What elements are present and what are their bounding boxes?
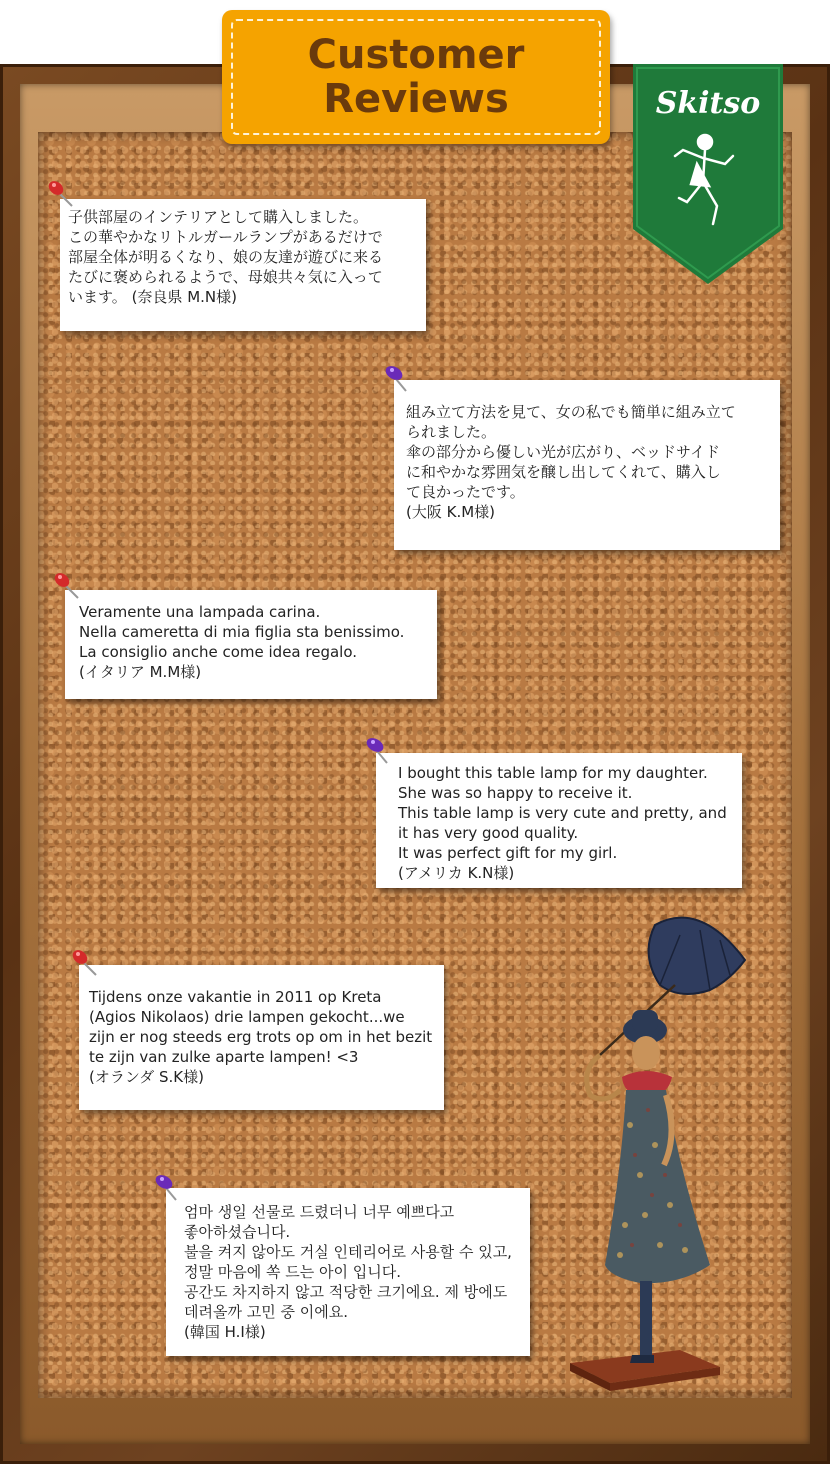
review-card bbox=[166, 1188, 530, 1356]
review-card bbox=[394, 380, 780, 550]
review-card bbox=[65, 590, 437, 699]
title-badge bbox=[222, 10, 610, 144]
review-text: Tijdens onze vakantie in 2011 op Kreta (Agios Nikolaos) drie lampen gekocht...we zijn er nog steeds erg trots op om in het bezit te zijn van zulke aparte lampen! <3 (オランダ S.K様) bbox=[89, 988, 433, 1086]
purple-pin-icon bbox=[380, 361, 414, 395]
review-text: 엄마 생일 선물로 드렸더니 너무 예쁘다고 좋아하셨습니다. 불을 켜지 않아도 거실 인테리어로 사용할 수 있고, 정말 마음에 쏙 드는 아이 입니다. 공간도 차지하지 않고 적당한 크기에요. 제 방에도 데려올까 고민 중 이에요. (韓国 H.I様) bbox=[184, 1203, 512, 1341]
review-card bbox=[376, 753, 742, 888]
page-title: Customer Reviews bbox=[307, 32, 525, 122]
red-pin-icon bbox=[68, 945, 102, 979]
red-pin-icon bbox=[44, 176, 78, 210]
brand-banner bbox=[633, 64, 783, 284]
purple-pin-icon bbox=[361, 733, 395, 767]
brand-logo: Skitso bbox=[655, 86, 761, 121]
review-text: 組み立て方法を見て、女の私でも簡単に組み立て られました。 傘の部分から優しい光が広がり、ベッドサイド に和やかな雰囲気を醸し出してくれて、購入し て良かったです。 (大阪 K.M様) bbox=[406, 403, 736, 521]
review-card bbox=[79, 965, 444, 1110]
review-text: I bought this table lamp for my daughter. She was so happy to receive it. This table lamp is very cute and pretty, and it has very good quality. It was perfect gift for my girl. (アメリカ K.N様) bbox=[398, 764, 727, 882]
review-text: 子供部屋のインテリアとして購入しました。 この華やかなリトルガールランプがあるだけで 部屋全体が明るくなり、娘の友達が遊びに来る たびに褒められるようで、母娘共々気に入って います。 (奈良県 M.N様) bbox=[68, 208, 384, 306]
purple-pin-icon bbox=[150, 1170, 184, 1204]
review-card bbox=[60, 199, 426, 331]
review-text: Veramente una lampada carina. Nella cameretta di mia figlia sta benissimo. La consiglio anche come idea regalo. (イタリア M.M様) bbox=[79, 603, 405, 681]
red-pin-icon bbox=[50, 568, 84, 602]
girl-umbrella-lamp-illustration bbox=[560, 905, 760, 1395]
